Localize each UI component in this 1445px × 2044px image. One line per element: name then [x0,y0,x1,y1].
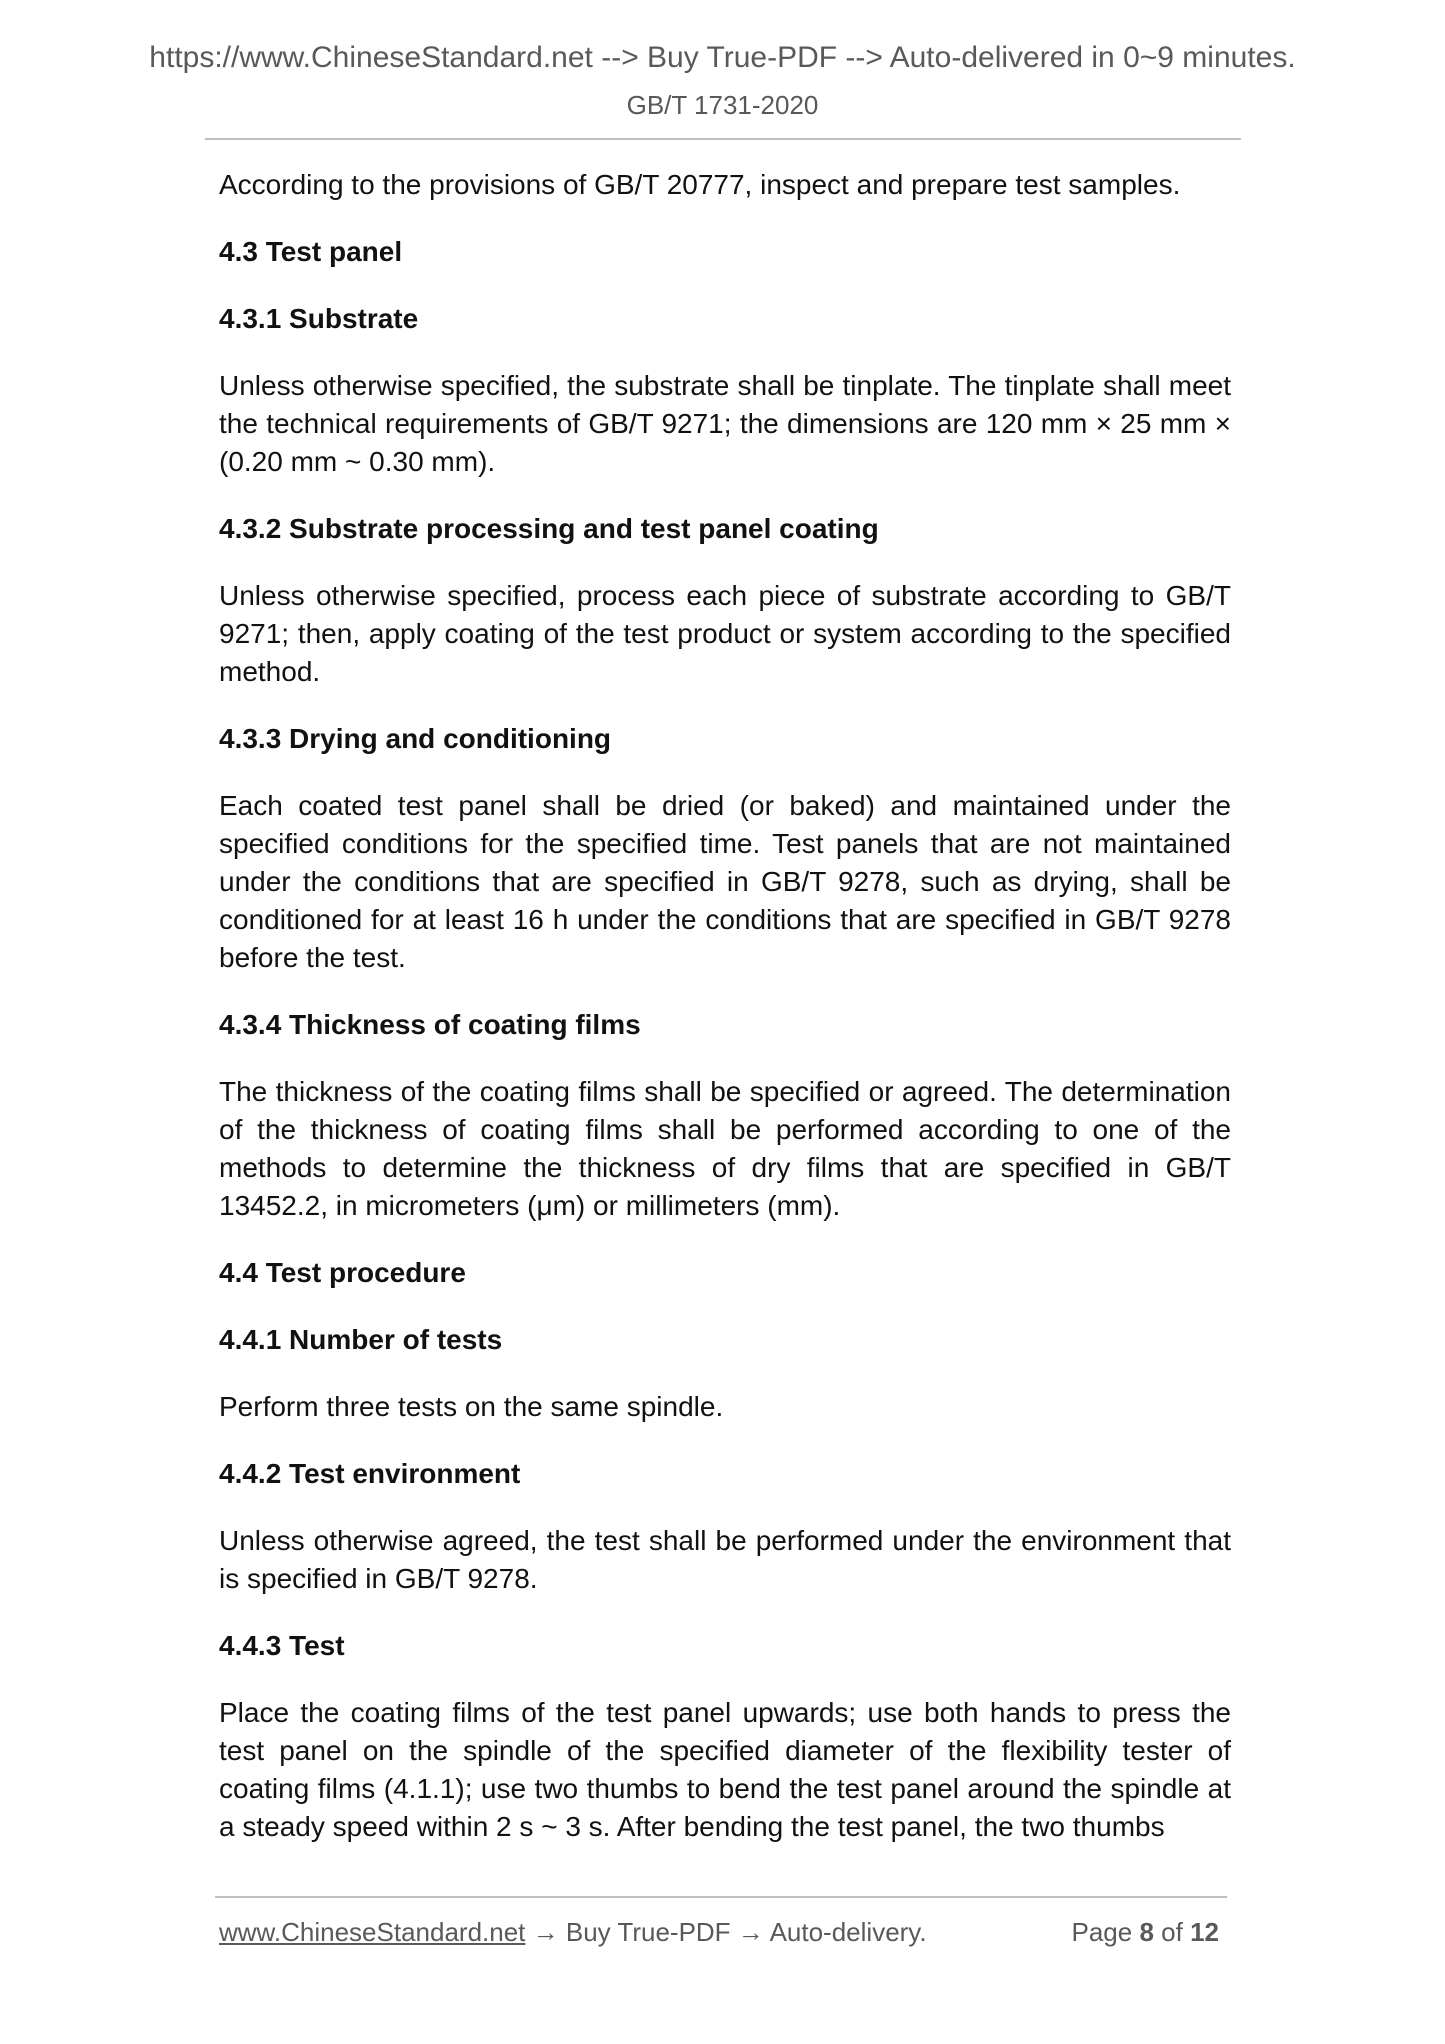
footer-left [219,1914,927,1950]
paragraph-4-4-3: Place the coating films of the test panel upwards; use both hands to press the test panel on the spindle of the specified diameter of the flexibility tester of coating films (4.1.1); use two thumbs to bend the test panel around the spindle at a steady speed within 2 s ~ 3 s. After bending the test panel, the two thumbs [219,1697,1231,1842]
section-heading-4-3-3: 4.3.3 Drying and conditioning [219,723,612,754]
of-label: of [1161,1917,1183,1947]
document-body [219,166,1231,1875]
total-pages-number: 12 [1190,1917,1219,1947]
section-heading-4-4-2: 4.4.2 Test environment [219,1458,521,1489]
page-label: Page [1071,1917,1133,1947]
section-heading-4-3-2: 4.3.2 Substrate processing and test panel coating [219,513,879,544]
intro-paragraph: According to the provisions of GB/T 20777, inspect and prepare test samples. [219,169,1181,200]
header-divider [205,138,1241,140]
paragraph-4-3-1: Unless otherwise specified, the substrate shall be tinplate. The tinplate shall meet the technical requirements of GB/T 9271; the dimensions are 120 mm × 25 mm × (0.20 mm ~ 0.30 mm). [219,370,1231,477]
section-heading-4-3-1: 4.3.1 Substrate [219,303,419,334]
top-banner: https://www.ChineseStandard.net --> Buy True-PDF --> Auto-delivered in 0~9 minutes. [149,41,1296,74]
current-page-number: 8 [1139,1917,1154,1947]
section-heading-4-3: 4.3 Test panel [219,236,403,267]
section-heading-4-4-1: 4.4.1 Number of tests [219,1324,503,1355]
footer-tagline: → Buy True-PDF → Auto-delivery. [525,1917,927,1947]
standard-code: GB/T 1731-2020 [626,90,819,120]
footer-divider [215,1896,1227,1898]
paragraph-4-3-2: Unless otherwise specified, process each piece of substrate according to GB/T 9271; then, apply coating of the test product or system according to the specified method. [219,580,1231,687]
page-indicator [1071,1914,1219,1950]
footer-site-link[interactable]: www.ChineseStandard.net [219,1917,526,1947]
paragraph-4-4-1: Perform three tests on the same spindle. [219,1391,724,1422]
paragraph-4-3-4: The thickness of the coating films shall be specified or agreed. The determination of the thickness of coating films shall be performed according to one of the methods to determine the thickness of dry films that are specified in GB/T 13452.2, in micrometers (μm) or millimeters (mm). [219,1076,1231,1221]
paragraph-4-4-2: Unless otherwise agreed, the test shall be performed under the environment that is specified in GB/T 9278. [219,1525,1231,1594]
page-footer [219,1914,1219,1950]
section-heading-4-3-4: 4.3.4 Thickness of coating films [219,1009,641,1040]
section-heading-4-4-3: 4.4.3 Test [219,1630,345,1661]
paragraph-4-3-3: Each coated test panel shall be dried (or baked) and maintained under the specified conditions for the specified time. Test panels that are not maintained under the conditions that are specified in GB/T 9278, such as drying, shall be conditioned for at least 16 h under the conditions that are specified in GB/T 9278 before the test. [219,790,1231,973]
section-heading-4-4: 4.4 Test procedure [219,1257,466,1288]
